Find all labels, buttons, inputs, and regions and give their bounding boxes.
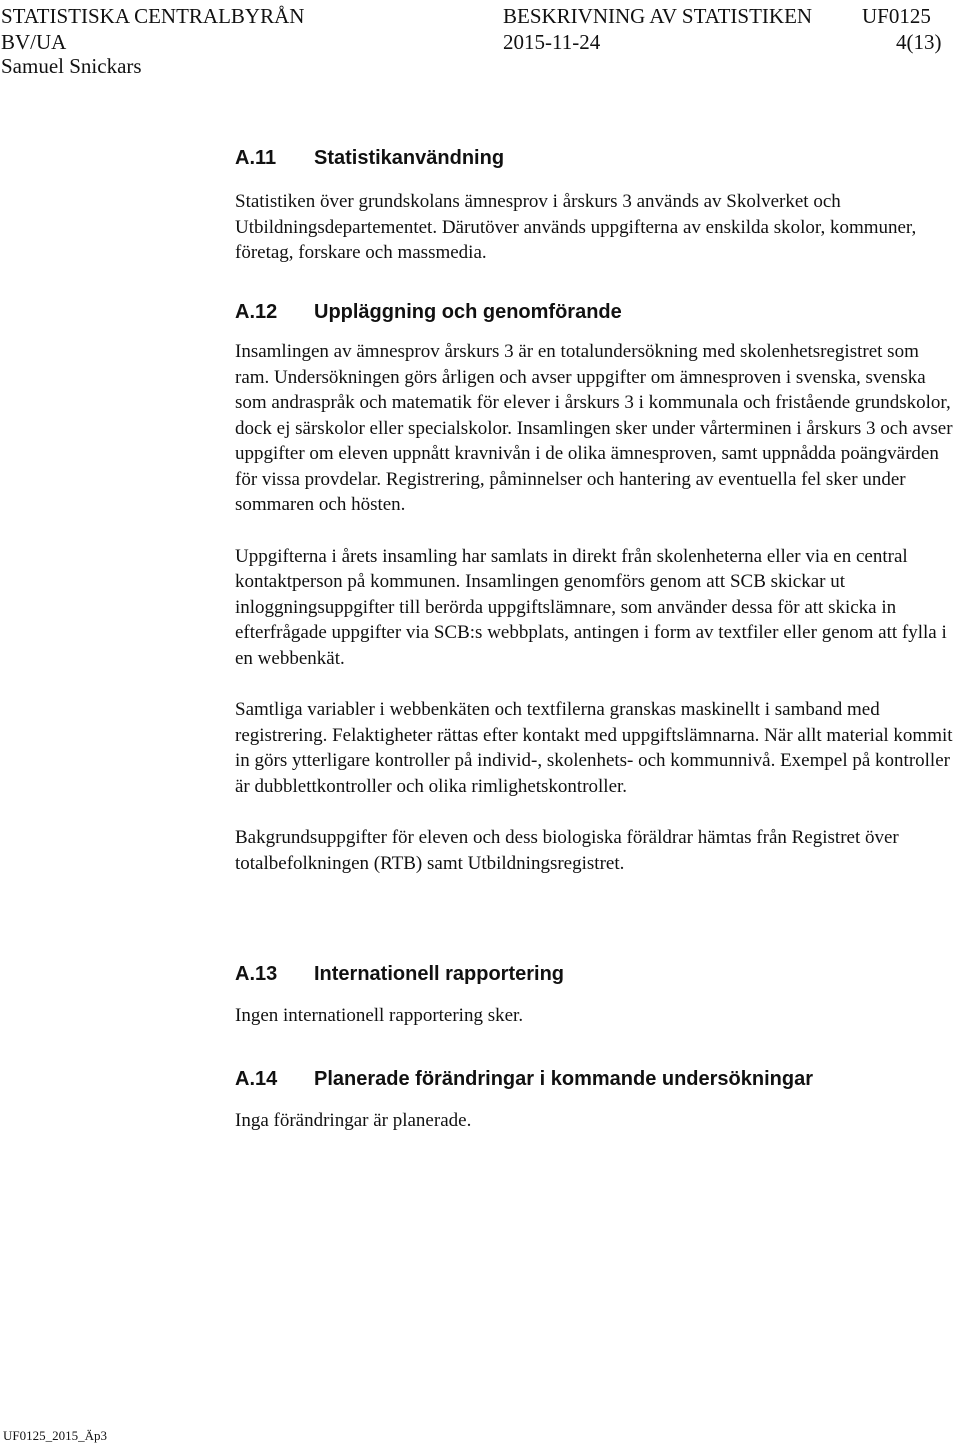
section-heading: [235, 1064, 955, 1094]
section-a11: [235, 143, 955, 266]
section-title: Planerade förändringar i kommande undersökningar: [314, 1068, 814, 1090]
header-unit: BV/UA: [1, 30, 67, 54]
header-org: STATISTISKA CENTRALBYRÅN: [1, 4, 305, 28]
section-heading: [235, 297, 955, 327]
paragraph: Insamlingen av ämnesprov årskurs 3 är en totalundersökning med skolenhetsregistret som ram. Undersökningen görs årligen och avser uppgifter om ämnesproven i svenska, svenska som andraspråk och matematik för elever i årskurs 3 i kommunala och fristående grundskolor, dock ej särskolor eller specialskolor. Insamlingen sker under vårterminen i årskurs 3 och avser uppgifter om eleven uppnått kravnivån i de olika ämnesproven, samt uppnådda poängvärden för vissa provdelar. Registrering, påminnelser och hantering av eventuella fel sker under sommaren och hösten.: [235, 341, 953, 515]
header-author: Samuel Snickars: [1, 54, 142, 78]
section-a14: [235, 1064, 955, 1134]
section-number: A.13: [235, 963, 278, 985]
section-title: Internationell rapportering: [314, 963, 565, 985]
section-number: A.11: [235, 147, 277, 169]
section-number: A.12: [235, 301, 278, 323]
header-doc-type: BESKRIVNING AV STATISTIKEN: [503, 4, 813, 28]
paragraph: Statistiken över grundskolans ämnesprov i årskurs 3 används av Skolverket och Utbildningsdepartementet. Därutöver används uppgifterna av enskilda skolor, kommuner, företag, forskare och massmedia.: [235, 191, 917, 263]
footer-file-reference: UF0125_2015_Äp3: [3, 1428, 108, 1443]
section-a13: [235, 959, 955, 1029]
paragraph: Uppgifterna i årets insamling har samlats in direkt från skolenheterna eller via en central kontaktperson på kommunen. Insamlingen genomförs genom att SCB skickar ut inloggningsuppgifter till berörda uppgiftslämnare, som använder dessa för att skicka in efterfrågade uppgifter via SCB:s webbplats, antingen i form av textfiler eller genom att fylla i en webbenkät.: [235, 545, 947, 669]
paragraph: Ingen internationell rapportering sker.: [235, 1005, 524, 1026]
paragraph: Samtliga variabler i webbenkäten och textfilerna granskas maskinellt i samband med registrering. Felaktigheter rättas efter kontakt med uppgiftslämnarna. När allt material kommit in görs ytterligare kontroller på individ-, skolenhets- och kommunnivå. Exempel på kontroller är dubblettkontroller och olika rimlighetskontroller.: [235, 699, 953, 797]
section-heading: [235, 143, 955, 173]
section-number: A.14: [235, 1068, 278, 1090]
section-heading: [235, 959, 955, 989]
header-doc-id: UF0125: [862, 4, 931, 28]
section-a12: [235, 297, 955, 876]
section-title: Statistikanvändning: [314, 147, 505, 169]
header-date: 2015-11-24: [503, 30, 601, 54]
paragraph: Bakgrundsuppgifter för eleven och dess biologiska föräldrar hämtas från Registret över totalbefolkningen (RTB) samt Utbildningsregistret.: [235, 827, 899, 874]
paragraph: Inga förändringar är planerade.: [235, 1110, 472, 1131]
header-page-number: 4(13): [896, 30, 942, 54]
section-title: Uppläggning och genomförande: [314, 301, 622, 323]
